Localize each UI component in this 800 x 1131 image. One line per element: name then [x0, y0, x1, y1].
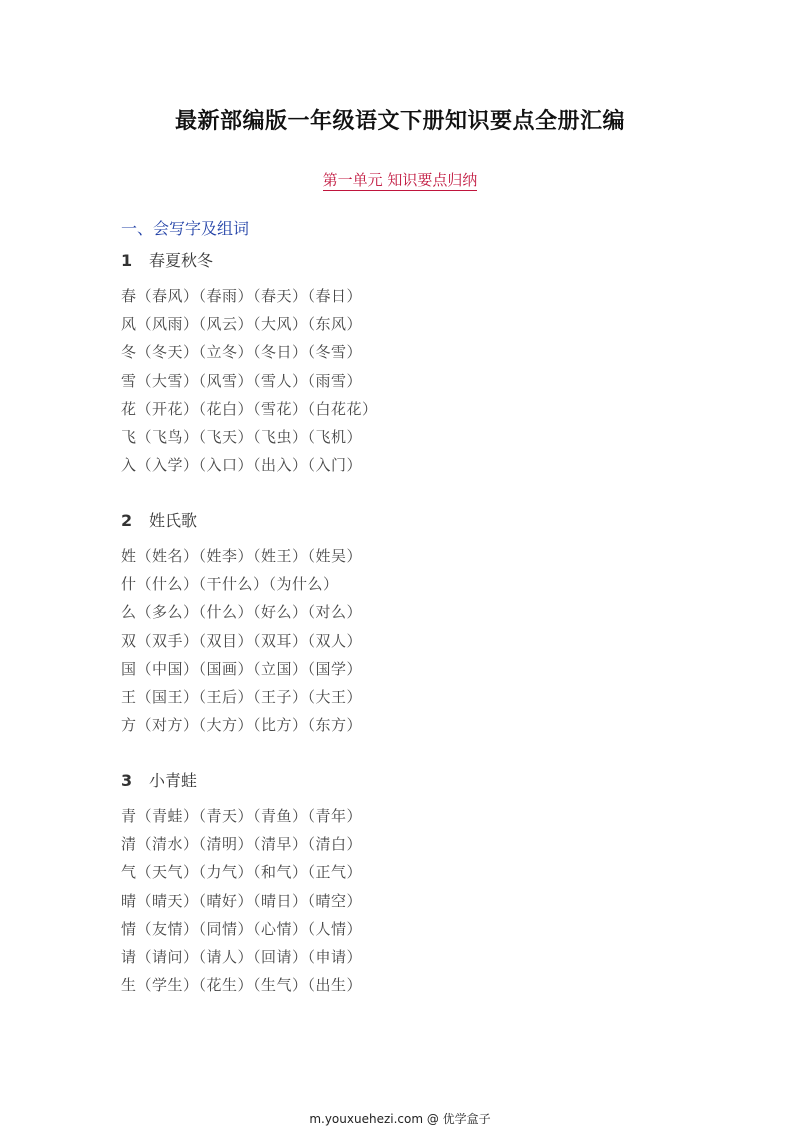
lesson-3-word-list [121, 802, 362, 999]
word-line: 冬（冬天）（立冬）（冬日）（冬雪） [121, 343, 363, 362]
word-line: 入（入学）（入口）（出入）（入门） [121, 456, 363, 475]
unit-heading [0, 169, 800, 190]
word-line: 么（多么）（什么）（好么）（对么） [121, 603, 363, 622]
word-line: 国（中国）（国画）（立国）（国学） [121, 659, 363, 678]
lesson-title-3 [121, 768, 197, 791]
lesson-number: 1 [121, 251, 133, 270]
lesson-title-2 [121, 508, 197, 531]
lesson-name: 小青蛙 [149, 771, 198, 790]
section-heading: 一、会写字及组词 [121, 219, 250, 238]
word-line: 花（开花）（花白）（雪花）（白花花） [121, 399, 378, 418]
word-line: 方（对方）（大方）（比方）（东方） [121, 716, 363, 735]
word-line: 飞（飞鸟）（飞天）（飞虫）（飞机） [121, 427, 363, 446]
word-line: 王（国王）（王后）（王子）（大王） [121, 687, 363, 706]
lesson-number: 2 [121, 511, 133, 530]
lesson-2-word-list [121, 542, 362, 739]
word-line: 双（双手）（双目）（双耳）（双人） [121, 631, 363, 650]
unit-heading-text: 第一单元 知识要点归纳 [322, 171, 478, 189]
lesson-1-word-list [121, 282, 378, 479]
word-line: 生（学生）（花生）（生气）（出生） [121, 976, 363, 995]
word-line: 风（风雨）（风云）（大风）（东风） [121, 315, 363, 334]
document-title: 最新部编版一年级语文下册知识要点全册汇编 [174, 109, 625, 134]
word-line: 请（请问）（请人）（回请）（申请） [121, 947, 363, 966]
word-line: 雪（大雪）（风雪）（雪人）（雨雪） [121, 371, 363, 390]
word-line: 气（天气）（力气）（和气）（正气） [121, 863, 363, 882]
lesson-name: 姓氏歌 [149, 511, 198, 530]
lesson-name: 春夏秋冬 [149, 251, 214, 270]
word-line: 姓（姓名）（姓李）（姓王）（姓吴） [121, 547, 363, 565]
lesson-title-1 [121, 248, 213, 271]
page-footer: m.youxuehezi.com @ 优学盒子 [309, 1112, 491, 1126]
word-line: 情（友情）（同情）（心情）（人情） [121, 919, 363, 938]
word-line: 什（什么）（干什么）（为什么） [121, 575, 339, 594]
lesson-number: 3 [121, 771, 133, 790]
word-line: 青（青蛙）（青天）（青鱼）（青年） [121, 807, 363, 825]
word-line: 春（春风）（春雨）（春天）（春日） [121, 287, 363, 305]
word-line: 晴（晴天）（晴好）（晴日）（晴空） [121, 891, 363, 910]
word-line: 清（清水）（清明）（清早）（清白） [121, 835, 363, 854]
